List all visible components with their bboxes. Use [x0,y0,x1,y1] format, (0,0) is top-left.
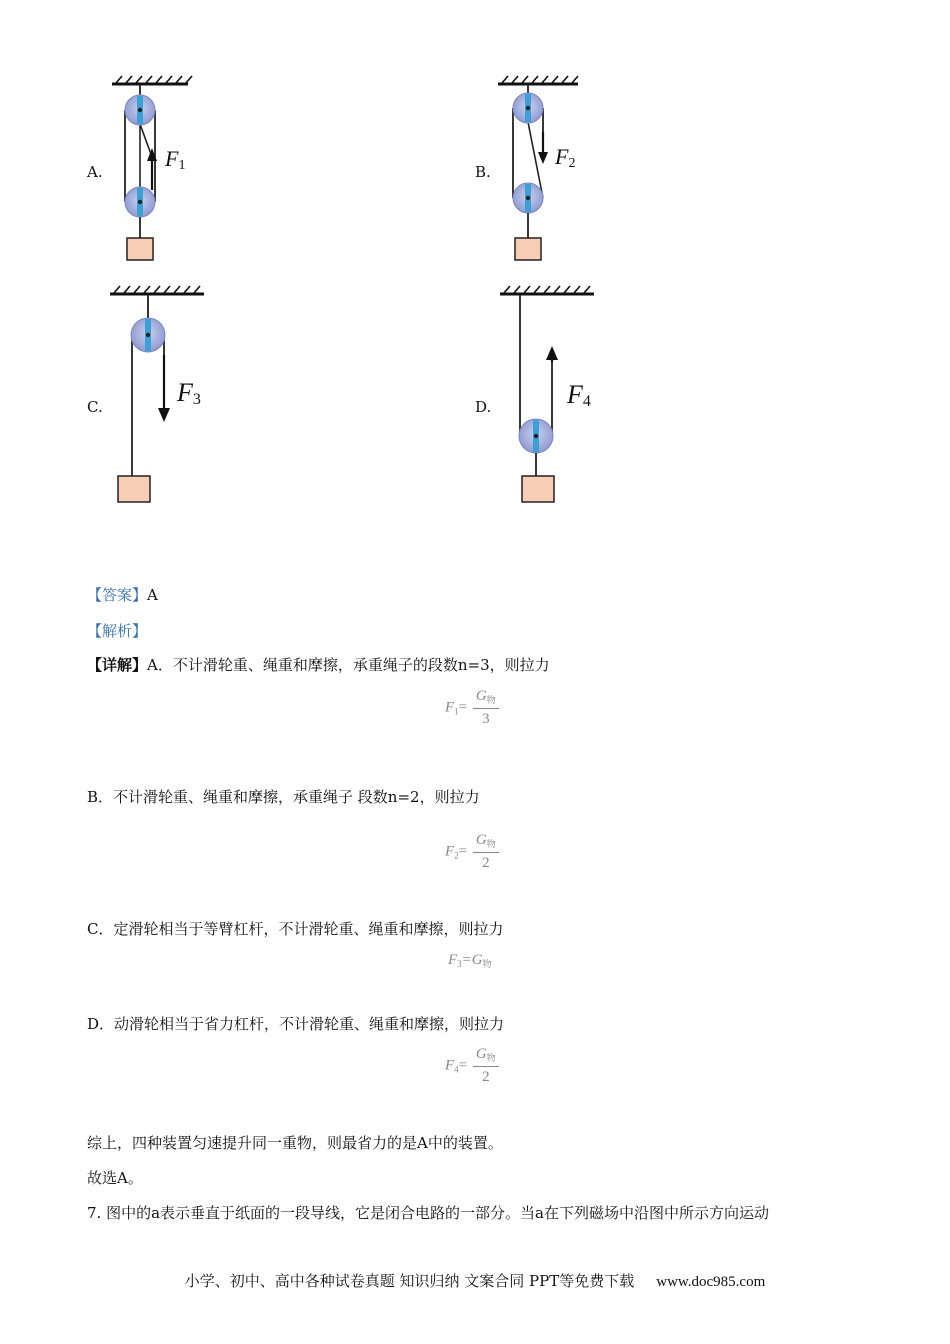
question-7: 7. 图中的a表示垂直于纸面的一段导线，它是闭合电路的一部分。当a在下列磁场中沿图中所示方向运动 [87,1204,769,1222]
formula-f1: $F_1=$ $\frac{G_物}{3}$ [445,688,499,728]
formula-f2: $F_2=$ $\frac{G_物}{2}$ [445,832,499,872]
page-footer [0,1270,950,1291]
pulley-figure-a [100,72,210,267]
analysis-tag: 【解析】 [87,622,148,640]
paragraph-b: B．不计滑轮重、绳重和摩擦，承重绳子 段数n=2，则拉力 [87,788,480,806]
force-label-f3: F3 [177,378,201,408]
force-label-f4: F4 [567,380,591,410]
option-c-label: C. [87,398,103,416]
option-d-label: D. [475,398,492,416]
option-a-label: A. [87,163,103,181]
formula-f3: $F_3=G_物$ [448,952,492,969]
option-b-label: B. [475,163,491,181]
paragraph-d: D．动滑轮相当于省力杠杆，不计滑轮重、绳重和摩擦，则拉力 [87,1015,505,1033]
pulley-figure-c [100,280,220,510]
choice-line: 故选A。 [87,1169,143,1187]
footer-site-link[interactable]: www.doc985.com [656,1274,766,1290]
pulley-figure-d [490,280,610,510]
force-label-f2: $F_2$ [555,144,576,171]
pulley-figure-b [490,72,600,267]
summary-line: 综上，四种装置匀速提升同一重物，则最省力的是A中的装置。 [87,1134,503,1152]
detail-line: 【详解】A．不计滑轮重、绳重和摩擦，承重绳子的段数n=3，则拉力 [87,656,550,674]
force-label-f1: $F_1$ [165,146,186,173]
answer-line: 【答案】A [87,586,158,604]
footer-text: 小学、初中、高中各种试卷真题 知识归纳 文案合同 PPT等免费下载 [184,1272,635,1290]
paragraph-c: C．定滑轮相当于等臂杠杆，不计滑轮重、绳重和摩擦，则拉力 [87,920,504,938]
formula-f4: $F_4=$ $\frac{G_物}{2}$ [445,1046,499,1086]
